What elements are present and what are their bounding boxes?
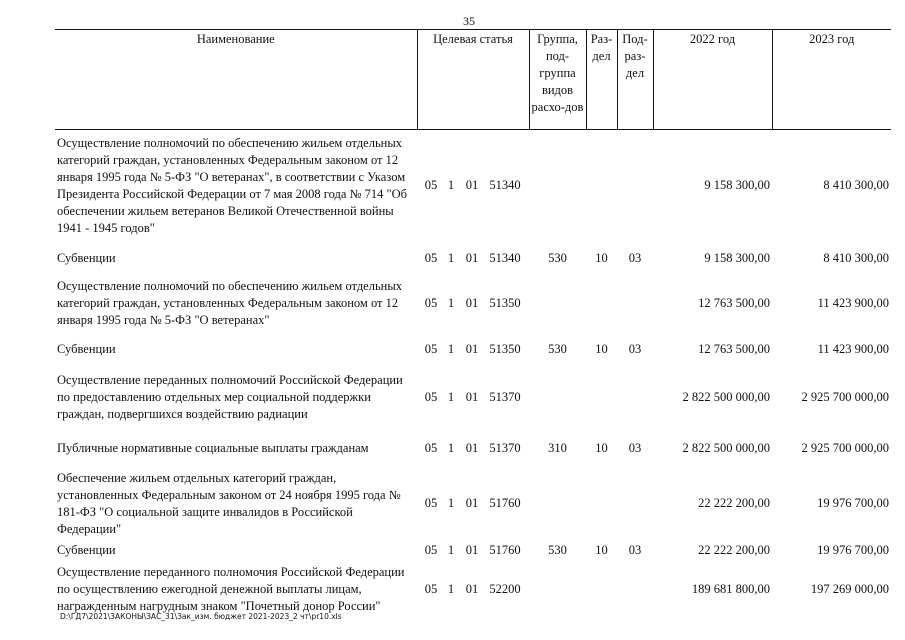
row-amount-2023: 11 423 900,00 [817,296,889,310]
target-code-part: 01 [465,441,479,455]
target-code [420,542,526,559]
header-target: Целевая статья [417,30,529,130]
target-code-part: 01 [465,178,479,193]
target-code-part: 05 [424,390,438,404]
header-subsection: Под-раз-дел [617,30,653,130]
row-group [529,559,586,621]
row-amount-2022: 9 158 300,00 [704,178,770,193]
header-2023: 2023 год [772,30,891,130]
row-amount-2023: 8 410 300,00 [823,178,889,193]
table-row [55,338,891,362]
target-code-part: 05 [424,342,438,356]
target-code-part: 51760 [489,542,521,557]
row-group [529,276,586,332]
target-code-part: 05 [424,178,438,193]
target-code-part: 01 [465,582,479,596]
page-number: 35 [463,14,475,28]
row-amount-2022: 22 222 200,00 [698,542,770,557]
target-code [420,495,526,512]
row-subsection [617,368,653,428]
row-amount-2023: 11 423 900,00 [817,342,889,356]
row-amount-2022: 189 681 800,00 [691,582,770,596]
target-code-part: 1 [447,582,455,596]
row-name: Субвенции [57,251,116,265]
target-code-part: 05 [424,542,438,557]
row-section: 10 [595,542,608,557]
target-code-part: 05 [424,582,438,596]
row-target [417,542,529,559]
row-subsection: 03 [628,542,642,557]
budget-table [55,29,891,621]
row-amount-2022: 22 222 200,00 [698,496,770,510]
row-target [417,338,529,362]
row-amount-2023: 8 410 300,00 [823,251,889,265]
header-section: Раз-дел [586,30,617,130]
file-path-footer: D:\ГД7\2021\ЗАКОНЫ\ЗАС_31\Зак_изм. бюджет 2021-2023_2 чт\pr10.xls [60,612,342,621]
row-subsection: 03 [628,441,642,455]
row-section [586,559,617,621]
row-amount-2023: 19 976 700,00 [817,542,889,557]
target-code-part: 05 [424,496,438,510]
target-code-part: 01 [465,390,479,404]
target-code-part: 1 [447,296,455,310]
header-2022: 2022 год [653,30,772,130]
row-subsection: 03 [628,342,642,356]
row-name: Обеспечение жильем отдельных категорий граждан, установленных Федеральным законом от 24 ноября 1995 года № 181-ФЗ "О социальной защите инвалидов в Российской Федерации" [57,470,401,536]
target-code-part: 51340 [489,251,521,265]
row-name: Субвенции [57,342,116,356]
row-amount-2023: 19 976 700,00 [817,496,889,510]
row-group: 310 [548,441,567,455]
row-section: 10 [595,342,608,356]
row-target [417,276,529,332]
target-code-part: 51760 [489,496,521,510]
header-group: Группа, под-группа видов расхо-дов [529,30,586,130]
row-name: Осуществление полномочий по обеспечению жильем отдельных категорий граждан, установленных Федеральным законом от 12 января 1995 года № 5-ФЗ "О ветеранах", в соответствии с Указом Президента Российской Федерации от 7 мая 2008 года № 714 "Об обеспечении жильем ветеранов Великой Отечественной войны 1941 - 1945 годов" [57,135,407,235]
target-code [420,341,526,358]
row-section [586,276,617,332]
row-amount-2022: 2 822 500 000,00 [682,390,770,404]
table-row [55,276,891,332]
target-code-part: 1 [447,390,455,404]
row-target [417,559,529,621]
row-subsection: 03 [628,251,642,265]
target-code [420,295,526,312]
table-row [55,434,891,464]
row-section [586,470,617,538]
row-name: Субвенции [57,542,116,557]
table-row [55,248,891,270]
row-subsection [617,470,653,538]
row-name: Осуществление полномочий по обеспечению жильем отдельных категорий граждан, установленных Федеральным законом от 12 января 1995 года № 5-ФЗ "О ветеранах" [57,279,403,327]
row-amount-2023: 197 269 000,00 [810,582,889,596]
row-amount-2022: 12 763 500,00 [698,342,770,356]
table-row [55,542,891,559]
row-group: 530 [548,342,567,356]
header-name: Наименование [55,30,417,130]
row-section: 10 [595,251,608,265]
row-group [529,368,586,428]
target-code [420,177,526,194]
target-code [420,389,526,406]
target-code-part: 05 [424,296,438,310]
target-code-part: 51370 [489,441,521,455]
target-code-part: 1 [447,441,455,455]
row-amount-2022: 2 822 500 000,00 [682,441,770,455]
row-name: Осуществление переданного полномочия Российской Федерации по осуществлению ежегодной денежной выплаты лицам, награжденным нагрудным знаком "Почетный донор России" [57,565,405,613]
target-code-part: 1 [447,178,455,193]
target-code-part: 1 [447,496,455,510]
table-row [55,470,891,538]
target-code-part: 1 [447,251,455,265]
target-code-part: 1 [447,342,455,356]
target-code-part: 1 [447,542,455,557]
target-code-part: 01 [465,342,479,356]
target-code-part: 01 [465,496,479,510]
row-target [417,368,529,428]
table-row [55,368,891,428]
table-row [55,130,891,242]
target-code-part: 51370 [489,390,521,404]
row-subsection [617,559,653,621]
table-header-row [55,30,891,130]
row-target [417,470,529,538]
target-code [420,250,526,267]
row-group [529,470,586,538]
row-amount-2023: 2 925 700 000,00 [801,390,889,404]
target-code-part: 51350 [489,296,521,310]
target-code-part: 01 [465,251,479,265]
row-group: 530 [548,251,567,265]
row-group [529,130,586,242]
row-name: Публичные нормативные социальные выплаты гражданам [57,441,369,455]
row-target [417,130,529,242]
target-code-part: 01 [465,542,479,557]
row-section [586,368,617,428]
row-amount-2023: 2 925 700 000,00 [801,441,889,455]
target-code [420,440,526,457]
target-code-part: 51350 [489,342,521,356]
row-amount-2022: 9 158 300,00 [704,251,770,265]
row-subsection [617,130,653,242]
row-group: 530 [548,542,567,557]
row-target [417,434,529,464]
row-section [586,130,617,242]
target-code [420,581,526,598]
target-code-part: 01 [465,296,479,310]
target-code-part: 52200 [489,582,521,596]
target-code-part: 05 [424,441,438,455]
row-target [417,248,529,270]
target-code-part: 51340 [489,178,521,193]
row-amount-2022: 12 763 500,00 [698,296,770,310]
row-subsection [617,276,653,332]
target-code-part: 05 [424,251,438,265]
row-section: 10 [595,441,608,455]
row-name: Осуществление переданных полномочий Российской Федерации по предоставлению отдельных мер социальной поддержки граждан, подвергшихся воздействию радиации [57,373,403,421]
